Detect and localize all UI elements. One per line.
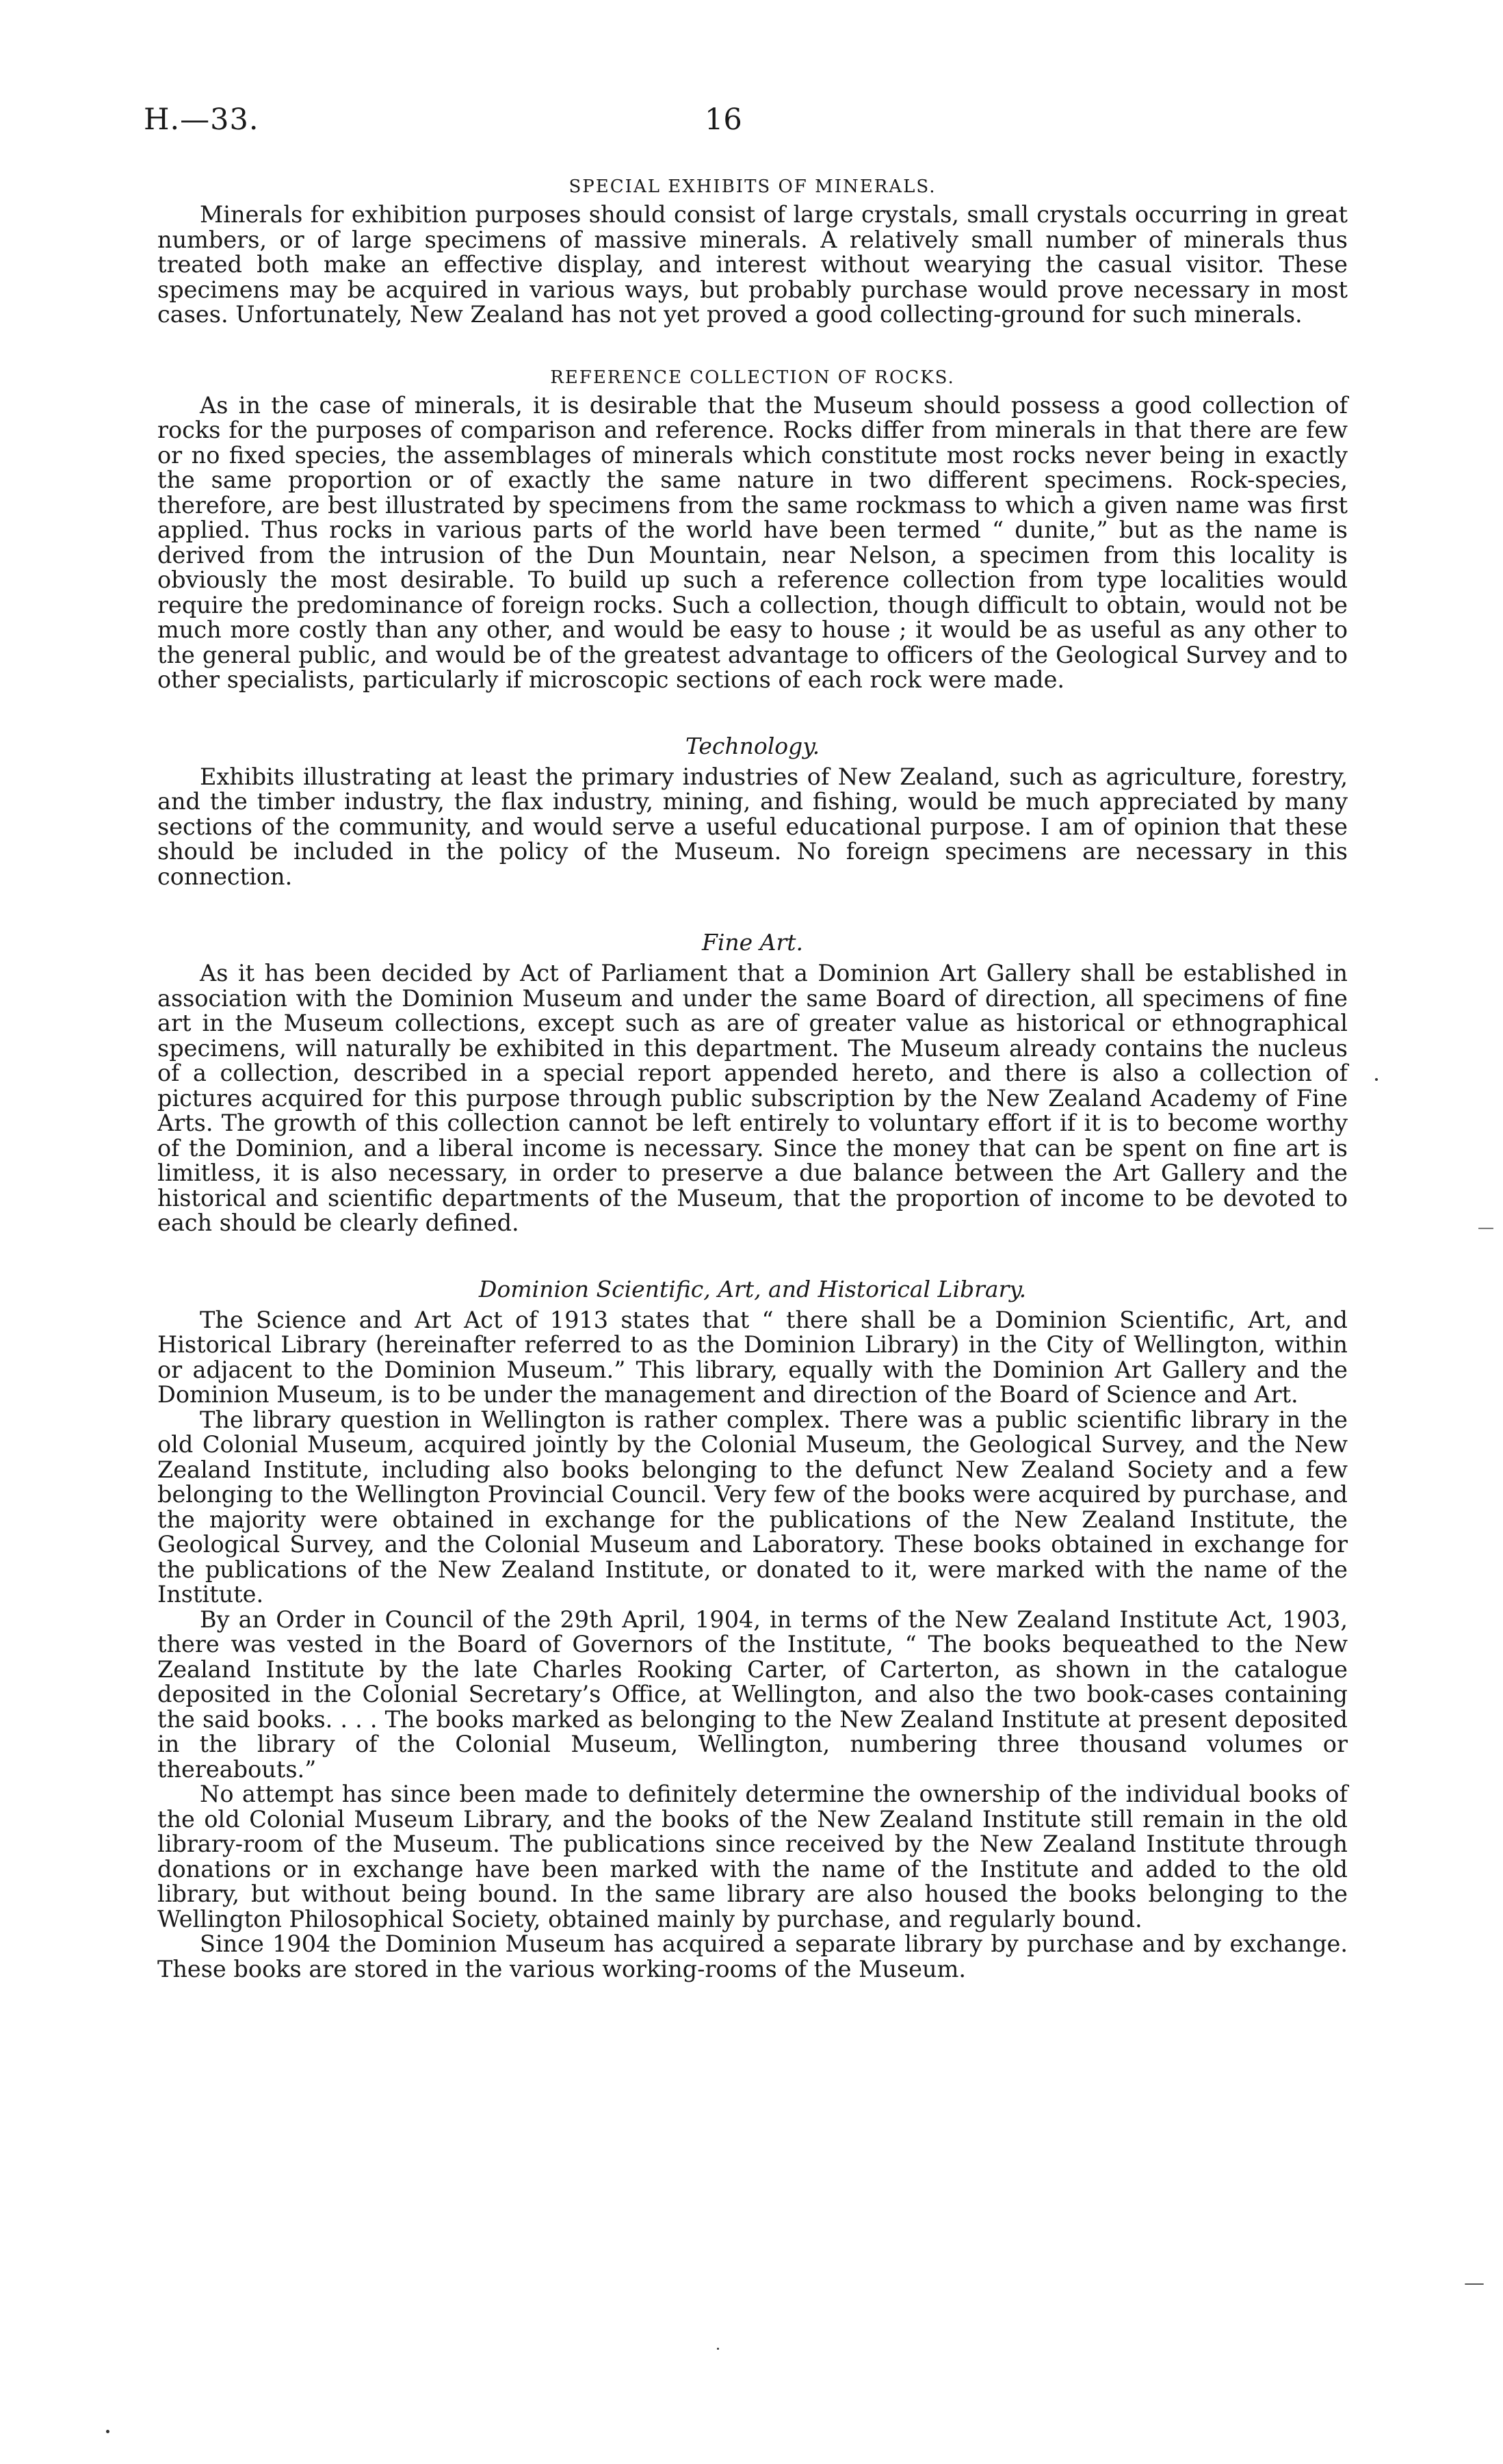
stray-dot [106,2430,109,2433]
paragraph: No attempt has since been made to definitely determine the ownership of the individual books of the old Colonial Museum Library, and the books of the New Zealand Institute still remain in the old library-room of the Museum. The publications since received by the New Zealand Institute through donations or in exchange have been marked with the name of the Institute and added to the old library, but without being bound. In the same library are also housed the books belonging to the Wellington Philosophical Society, obtained mainly by purchase, and regularly bound. [157,1781,1348,1932]
paragraph: By an Order in Council of the 29th April, 1904, in terms of the New Zealand Institute Act, 1903, there was vested in the Board of Governors of the Institute, “ The books bequeathed to the New Zealand Institute by the late Charles Rooking Carter, of Carterton, as shown in the catalogue deposited in the Colonial Secretary’s Office, at Wellington, and also the two book-cases containing the said books. . . . The books marked as belonging to the New Zealand Institute at present deposited in the library of the Colonial Museum, Wellington, numbering three thousand volumes or thereabouts.” [157,1605,1348,1783]
paragraph: The library question in Wellington is rather complex. There was a public scientific library in the old Colonial Museum, acquired jointly by the Colonial Museum, the Geological Survey, and the New Zealand Institute, including also books belonging to the defunct New Zealand Society and a few belonging to the Wellington Provincial Council. Very few of the books were acquired by purchase, and the majority were obtained in exchange for the publications of the New Zealand Institute, the Geological Survey, and the Colonial Museum and Laboratory. These books obtained in exchange for the publications of the New Zealand Institute, or donated to it, were marked with the name of the Institute. [157,1406,1348,1608]
section-technology [157,733,1348,890]
section-heading: REFERENCE COLLECTION OF ROCKS. [550,367,955,388]
paragraph: The Science and Art Act of 1913 states that “ there shall be a Dominion Scientific, Art, and Historical Library (hereinafter referred to as the Dominion Library) in the City of Wellington, within or adjacent to the Dominion Museum.” This library, equally with the Dominion Art Gallery and the Dominion Museum, is to be under the management and direction of the Board of Science and Art. [157,1306,1348,1408]
section-fine-art [157,929,1348,1236]
margin-dash-mark: — [1478,1218,1494,1237]
section-special-exhibits [157,176,1348,328]
stray-dot [717,2348,719,2350]
section-heading: SPECIAL EXHIBITS OF MINERALS. [568,176,937,197]
paragraph: Exhibits illustrating at least the primary industries of New Zealand, such as agriculture, forestry, and the timber industry, the flax industry, mining, and fishing, would be much appreciated by many sections of the community, and would serve a useful educational purpose. I am of opinion that these should be included in the policy of the Museum. No foreign specimens are necessary in this connection. [157,763,1348,890]
document-reference: H.—33. [144,103,259,137]
paragraph: As in the case of minerals, it is desirable that the Museum should possess a good collection of rocks for the purposes of comparison and reference. Rocks differ from minerals in that there are few or no fixed species, the assemblages of minerals which constitute most rocks never being in exactly the same proportion or of exactly the same nature in two different specimens. Rock-species, therefore, are best illustrated by specimens from the same rockmass to which a given name was first applied. Thus rocks in various parts of the world have been termed “ dunite,” but as the name is derived from the intrusion of the Dun Mountain, near Nelson, a specimen from this locality is obviously the most desirable. To build up such a reference collection from type localities would require the predominance of foreign rocks. Such a collection, though difficult to obtain, would not be much more costly than any other, and would be easy to house ; it would be as useful as any other to the general public, and would be of the greatest advantage to officers of the Geological Survey and to other specialists, particularly if microscopic sections of each rock were made. [157,391,1348,693]
stray-dot [1375,1078,1378,1081]
section-heading: Fine Art. [701,929,804,956]
section-library [157,1276,1348,1982]
page-header [144,103,1361,144]
page-number: 16 [705,103,742,137]
margin-tilde-mark: — [1464,2271,1485,2295]
paragraph: Minerals for exhibition purposes should consist of large crystals, small crystals occurring in great numbers, or of large specimens of massive minerals. A relatively small number of minerals thus treated both make an effective display, and interest without wearying the casual visitor. These specimens may be acquired in various ways, but probably purchase would prove necessary in most cases. Unfortunately, New Zealand has not yet proved a good collecting-ground for such minerals. [157,201,1348,328]
paragraph: As it has been decided by Act of Parliament that a Dominion Art Gallery shall be established in association with the Dominion Museum and under the same Board of direction, all specimens of fine art in the Museum collections, except such as are of greater value as historical or ethnographical specimens, will naturally be exhibited in this department. The Museum already contains the nucleus of a collection, described in a special report appended hereto, and there is also a collection of pictures acquired for this purpose through public subscription by the New Zealand Academy of Fine Arts. The growth of this collection cannot be left entirely to voluntary effort if it is to become worthy of the Dominion, and a liberal income is necessary. Since the money that can be spent on fine art is limitless, it is also necessary, in order to preserve a due balance between the Art Gallery and the historical and scientific departments of the Museum, that the proportion of income to be devoted to each should be clearly defined. [157,960,1348,1236]
page-body [157,176,1348,1982]
section-heading: Dominion Scientific, Art, and Historical Library. [478,1275,1027,1302]
section-reference-collection [157,367,1348,693]
paragraph: Since 1904 the Dominion Museum has acquired a separate library by purchase and by exchange. These books are stored in the various working-rooms of the Museum. [157,1930,1348,1982]
section-heading: Technology. [685,732,820,759]
